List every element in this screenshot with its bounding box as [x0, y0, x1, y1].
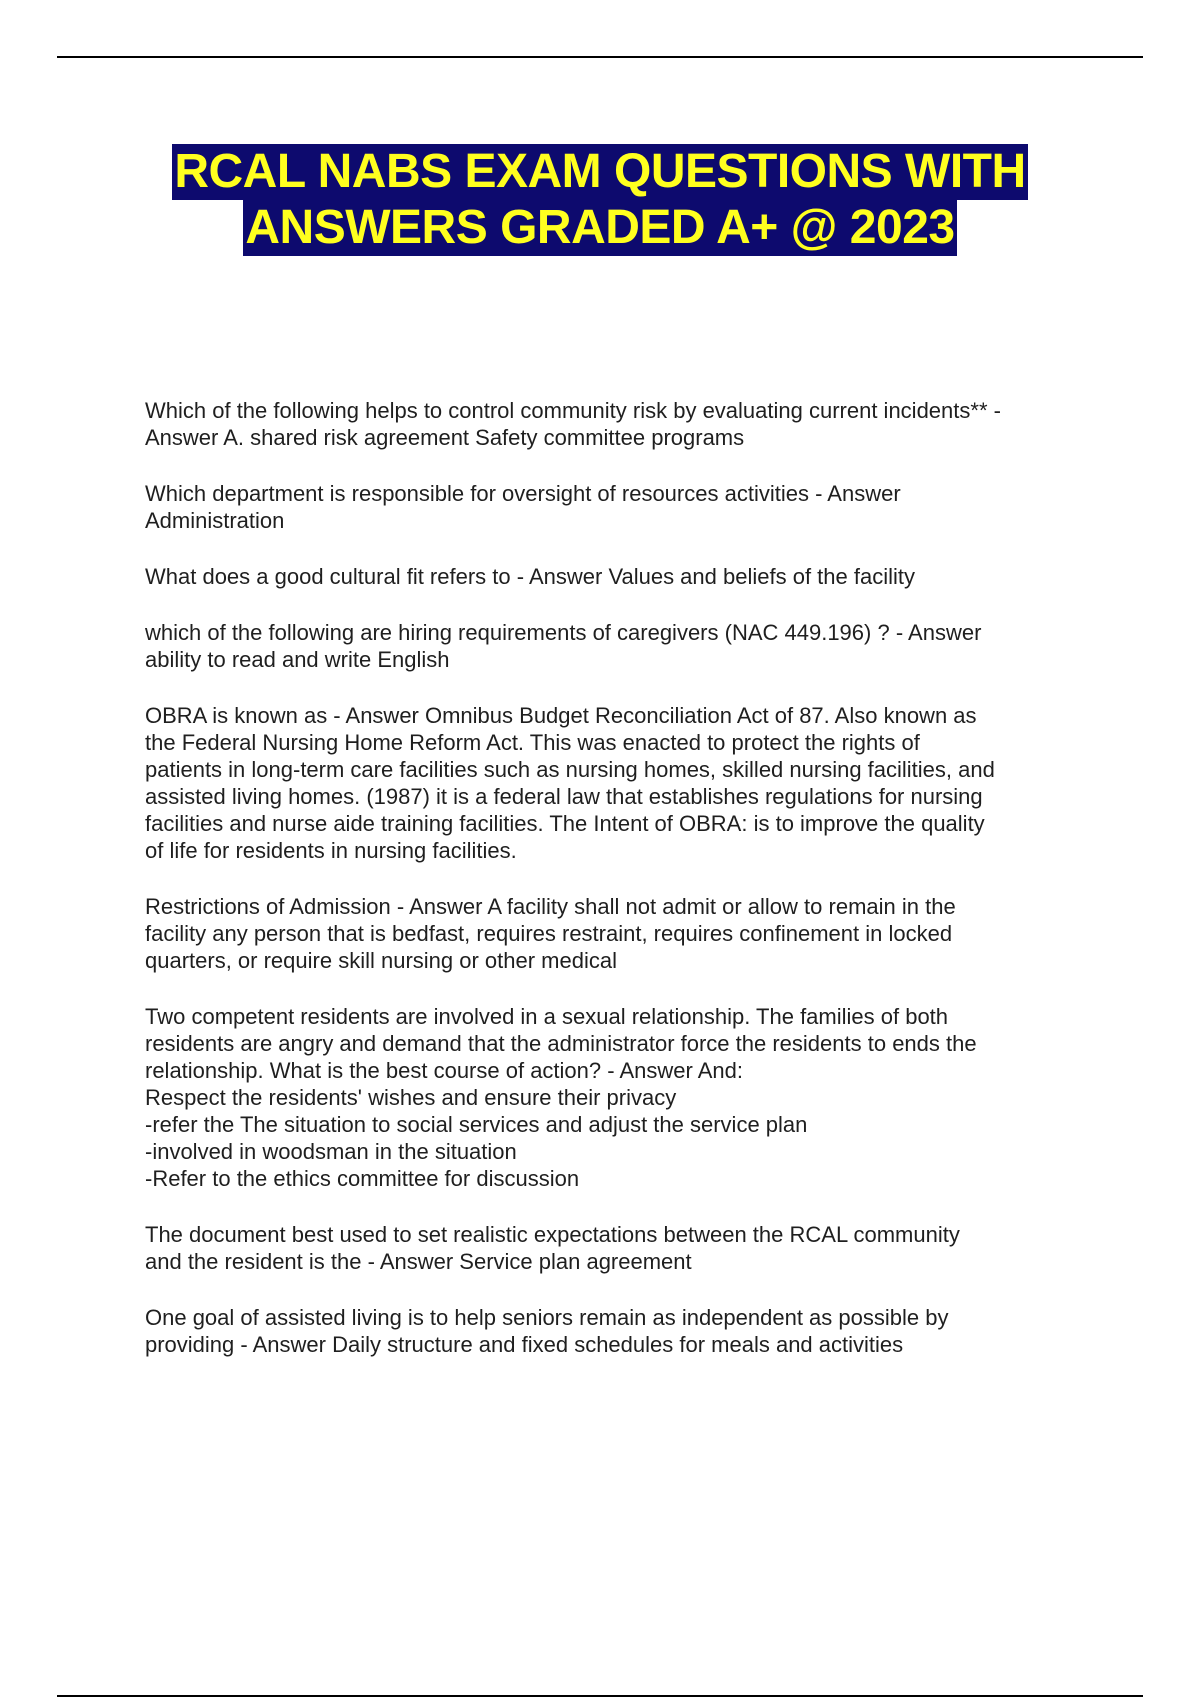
- qa-line: What does a good cultural fit refers to - Answer Values and beliefs of the facility: [145, 564, 915, 589]
- qa-line: patients in long-term care facilities such as nursing homes, skilled nursing facilities, and: [145, 757, 995, 782]
- qa-line: relationship. What is the best course of action? - Answer And:: [145, 1058, 743, 1083]
- qa-line: providing - Answer Daily structure and fixed schedules for meals and activities: [145, 1332, 904, 1357]
- qa-line: assisted living homes. (1987) it is a federal law that establishes regulations for nursing: [145, 784, 983, 809]
- qa-line: which of the following are hiring requirements of caregivers (NAC 449.196) ? - Answer: [145, 620, 982, 645]
- qa-item: [145, 397, 1095, 451]
- qa-line: Which department is responsible for oversight of resources activities - Answer: [145, 481, 901, 506]
- qa-item: [145, 1003, 1095, 1192]
- qa-line: -refer the The situation to social services and adjust the service plan: [145, 1112, 808, 1137]
- qa-line: quarters, or require skill nursing or other medical: [145, 948, 617, 973]
- title-line-1: RCAL NABS EXAM QUESTIONS WITH: [174, 145, 1026, 198]
- qa-line: residents are angry and demand that the administrator force the residents to ends the: [145, 1031, 977, 1056]
- qa-line: and the resident is the - Answer Service plan agreement: [145, 1249, 692, 1274]
- qa-line: Administration: [145, 508, 285, 533]
- qa-item: [145, 1221, 1095, 1275]
- bottom-rule: [57, 1695, 1143, 1697]
- qa-item: [145, 480, 1095, 534]
- qa-line: OBRA is known as - Answer Omnibus Budget Reconciliation Act of 87. Also known as: [145, 703, 977, 728]
- qa-line: ability to read and write English: [145, 647, 450, 672]
- qa-line: -involved in woodsman in the situation: [145, 1139, 517, 1164]
- qa-line: Respect the residents' wishes and ensure their privacy: [145, 1085, 677, 1110]
- qa-item: [145, 1304, 1095, 1358]
- qa-item: [145, 619, 1095, 673]
- qa-item: [145, 893, 1095, 974]
- qa-line: One goal of assisted living is to help seniors remain as independent as possible by: [145, 1305, 949, 1330]
- qa-line: Which of the following helps to control community risk by evaluating current incidents** -: [145, 398, 1001, 423]
- qa-line: facility any person that is bedfast, requires restraint, requires confinement in locked: [145, 921, 953, 946]
- qa-line: Answer A. shared risk agreement Safety committee programs: [145, 425, 745, 450]
- qa-list: [145, 397, 1095, 1387]
- qa-line: the Federal Nursing Home Reform Act. This was enacted to protect the rights of: [145, 730, 920, 755]
- qa-line: Two competent residents are involved in a sexual relationship. The families of both: [145, 1004, 949, 1029]
- qa-line: -Refer to the ethics committee for discussion: [145, 1166, 580, 1191]
- top-rule: [57, 56, 1143, 58]
- qa-line: of life for residents in nursing facilities.: [145, 838, 517, 863]
- document-title: [0, 144, 1200, 256]
- qa-line: The document best used to set realistic expectations between the RCAL community: [145, 1222, 960, 1247]
- title-line-2: ANSWERS GRADED A+ @ 2023: [245, 201, 955, 254]
- qa-item: [145, 702, 1095, 864]
- qa-line: Restrictions of Admission - Answer A facility shall not admit or allow to remain in the: [145, 894, 956, 919]
- qa-item: [145, 563, 1095, 590]
- qa-line: facilities and nurse aide training facilities. The Intent of OBRA: is to improve the quality: [145, 811, 985, 836]
